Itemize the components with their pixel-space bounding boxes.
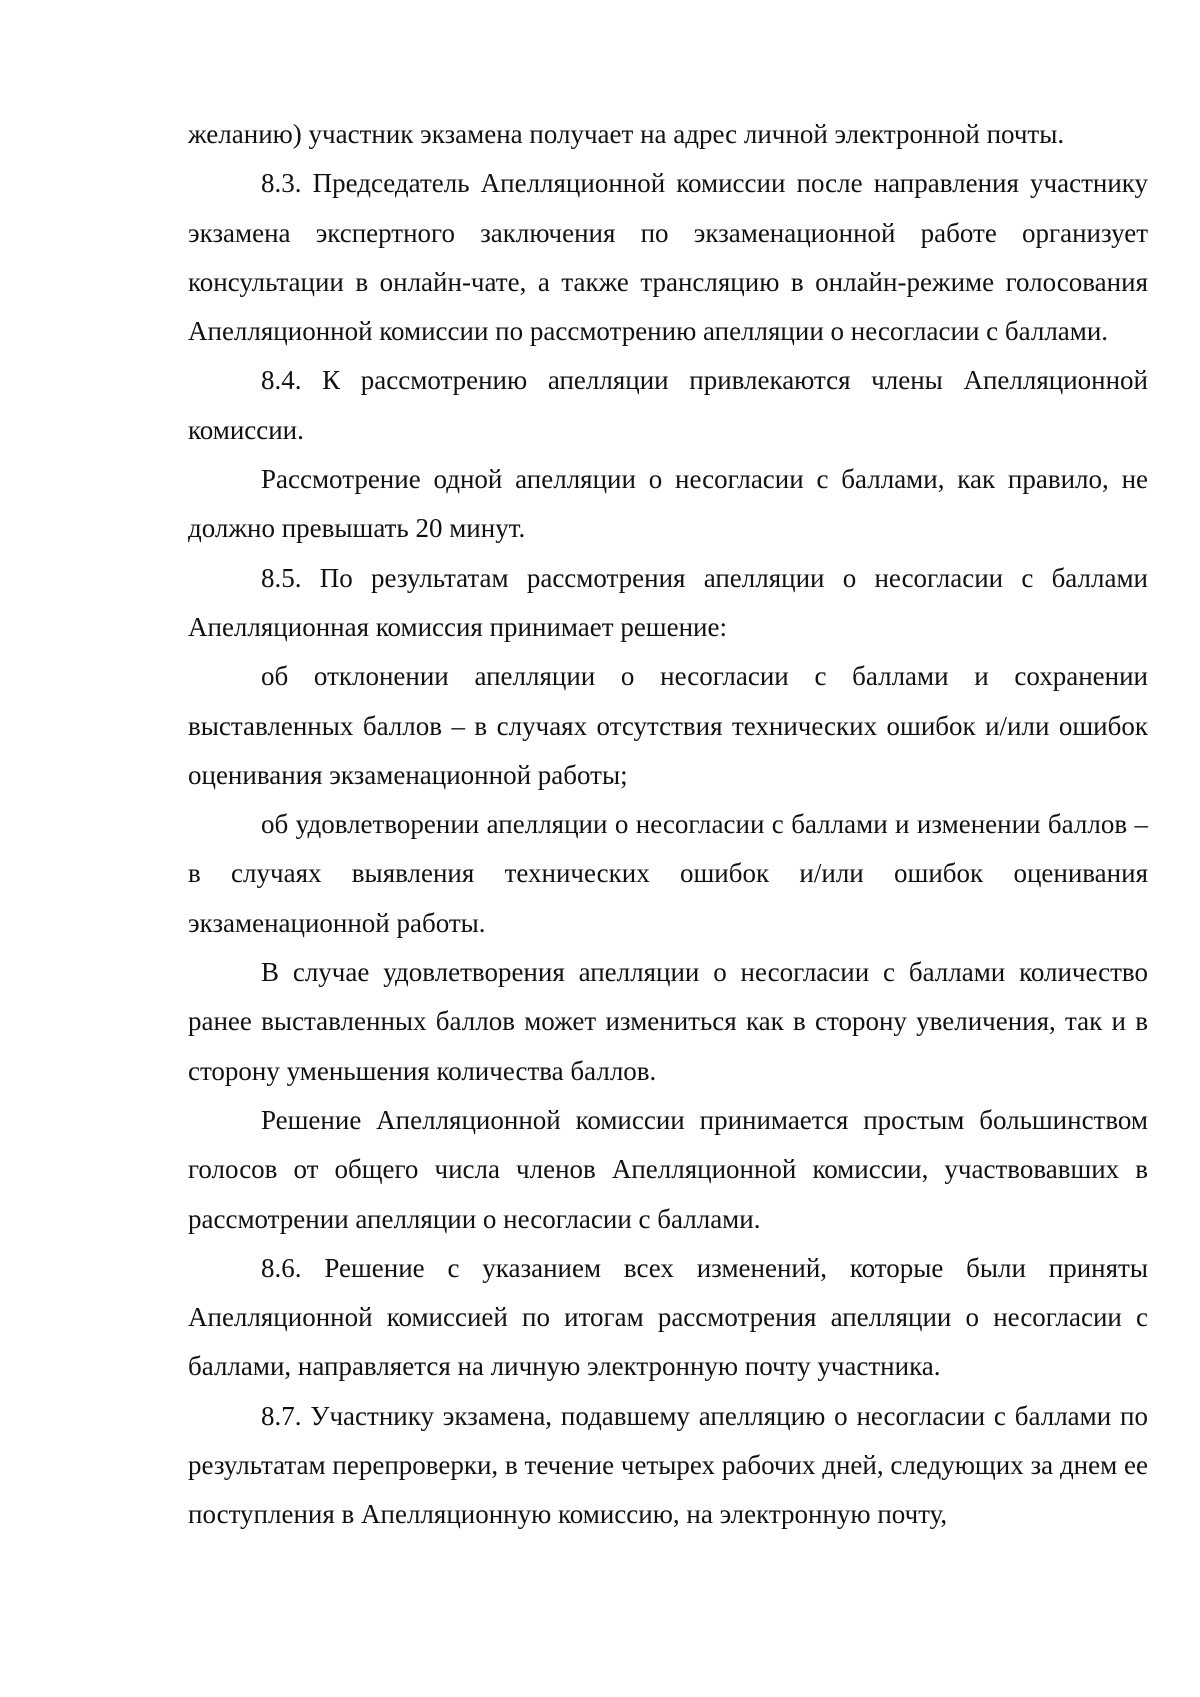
paragraph-decision-majority: Решение Апелляционной комиссии принимается простым большинством голосов от общего числа членов Апелляционной комиссии, участвовавших в рассмотрении апелляции о несогласии с баллами. (188, 1104, 1148, 1234)
paragraph-review-duration: Рассмотрение одной апелляции о несогласии с баллами, как правило, не должно превышать 20 минут. (188, 464, 1148, 544)
paragraph-8-4: 8.4. К рассмотрению апелляции привлекаются члены Апелляционной комиссии. (188, 365, 1148, 445)
paragraph-rejection: об отклонении апелляции о несогласии с баллами и сохранении выставленных баллов – в случаях отсутствия технических ошибок и/или ошибок оценивания экзаменационной работы; (188, 661, 1148, 790)
paragraph-8-3: 8.3. Председатель Апелляционной комиссии после направления участнику экзамена экспертного заключения по экзаменационной работе организует консультации в онлайн-чате, а также трансляцию в онлайн-режиме голосования Апелляционной комиссии по рассмотрению апелляции о несогласии с баллами. (188, 168, 1148, 347)
document-body (188, 110, 1148, 1540)
paragraph-satisfaction: об удовлетворении апелляции о несогласии с баллами и изменении баллов – в случаях выявления технических ошибок и/или ошибок оценивания экзаменационной работы. (188, 809, 1148, 938)
paragraph-score-change: В случае удовлетворения апелляции о несогласии с баллами количество ранее выставленных баллов может измениться как в сторону увеличения, так и в сторону уменьшения количества баллов. (188, 957, 1148, 1086)
paragraph-8-7: 8.7. Участнику экзамена, подавшему апелляцию о несогласии с баллами по результатам перепроверки, в течение четырех рабочих дней, следующих за днем ее поступления в Апелляционную комиссию, на электронную почту, (188, 1400, 1148, 1530)
paragraph-8-6: 8.6. Решение с указанием всех изменений, которые были приняты Апелляционной комиссией по итогам рассмотрения апелляции о несогласии с баллами, направляется на личную электронную почту участника. (188, 1252, 1148, 1382)
paragraph-8-5: 8.5. По результатам рассмотрения апелляции о несогласии с баллами Апелляционная комиссия принимает решение: (188, 562, 1148, 642)
paragraph-continuation: желанию) участник экзамена получает на адрес личной электронной почты. (188, 119, 1065, 149)
